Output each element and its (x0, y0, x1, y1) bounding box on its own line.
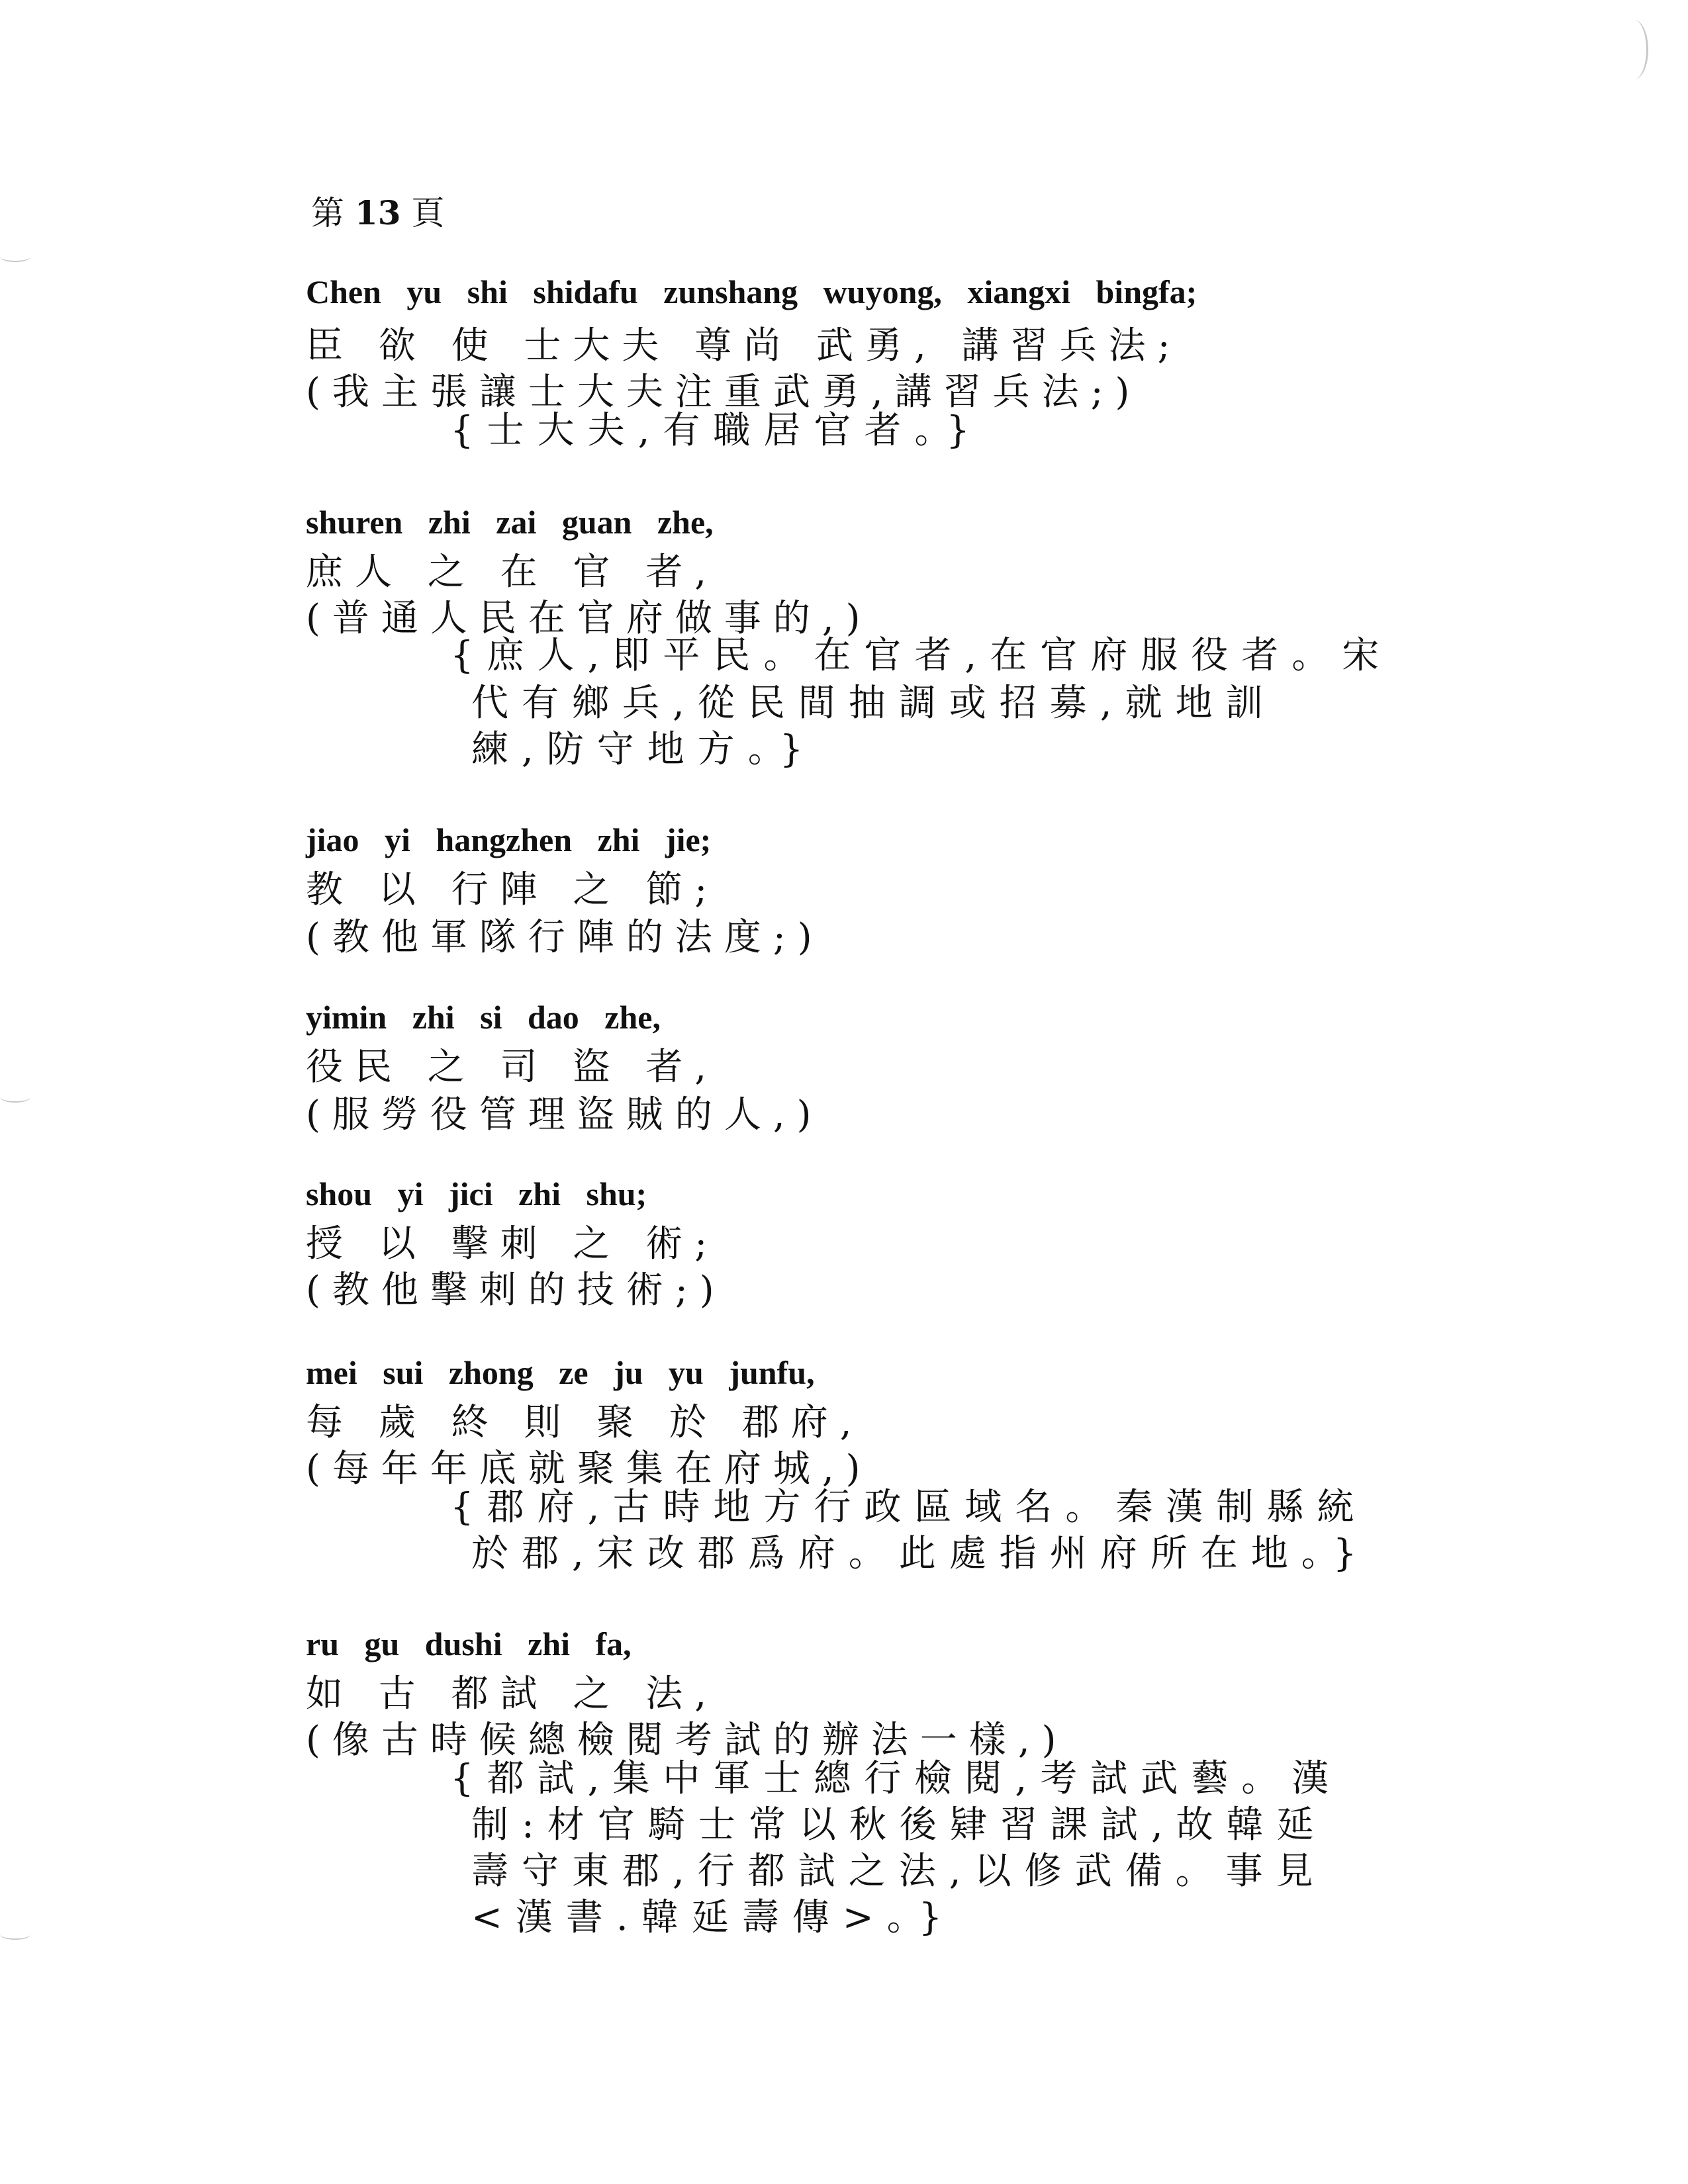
annotation-line: <漢書.韓延壽傳>。} (471, 1896, 956, 1939)
translation-line: (教他擊刺的技術;) (306, 1269, 726, 1312)
annotation-line: 代有鄉兵,從民間抽調或招募,就地訓 (471, 682, 1276, 725)
translation-line: (我主張讓士大夫注重武勇,講習兵法;) (306, 371, 1142, 414)
annotation-line: {士大夫,有職居官者。} (450, 409, 984, 452)
pinyin-line: shou yi jici zhi shu; (306, 1175, 647, 1212)
annotation-line: 練,防守地方。} (471, 728, 817, 771)
page-number: 13 (354, 193, 401, 232)
chinese-line: 教 以 行陣 之 節; (306, 868, 720, 911)
annotation-line: {都試,集中軍士總行檢閱,考試武藝。漢 (450, 1757, 1342, 1800)
translation-line: (像古時候總檢閱考試的辦法一樣,) (306, 1719, 1068, 1762)
pinyin-line: yimin zhi si dao zhe, (306, 999, 661, 1036)
annotation-line: 制:材官騎士常以秋後肄習課試,故韓延 (471, 1803, 1327, 1846)
chinese-line: 每 歲 終 則 聚 於 郡府, (306, 1401, 864, 1444)
pinyin-line: ru gu dushi zhi fa, (306, 1625, 632, 1662)
translation-line: (普通人民在官府做事的,) (306, 597, 872, 640)
annotation-line: 壽守東郡,行都試之法,以修武備。事見 (471, 1850, 1327, 1893)
chinese-line: 庶人 之 在 官 者, (306, 551, 719, 594)
pinyin-line: mei sui zhong ze ju yu junfu, (306, 1354, 815, 1391)
pinyin-line: jiao yi hangzhen zhi jie; (306, 821, 712, 858)
chinese-line: 如 古 都試 之 法, (306, 1672, 719, 1715)
annotation-line: {郡府,古時地方行政區域名。秦漢制縣統 (450, 1486, 1368, 1529)
annotation-line: 於郡,宋改郡爲府。此處指州府所在地。} (471, 1532, 1370, 1575)
chinese-line: 授 以 擊刺 之 術; (306, 1222, 720, 1265)
page-number-suffix: 頁 (411, 194, 445, 232)
page-number-header (311, 187, 444, 234)
annotation-line: {庶人,即平民。在官者,在官府服役者。宋 (450, 634, 1393, 677)
punch-hole-mark (0, 251, 30, 262)
translation-line: (教他軍隊行陣的法度;) (306, 916, 824, 959)
page-number-prefix: 第 (311, 194, 344, 232)
translation-line: (每年年底就聚集在府城,) (306, 1447, 872, 1490)
chinese-line: 臣 欲 使 士大夫 尊尚 武勇, 講習兵法; (306, 324, 1182, 367)
pinyin-line: Chen yu shi shidafu zunshang wuyong, xiangxi bingfa; (306, 273, 1197, 310)
page-edge-mark (1620, 20, 1648, 79)
pinyin-line: shuren zhi zai guan zhe, (306, 504, 714, 541)
punch-hole-mark (0, 1092, 30, 1103)
translation-line: (服勞役管理盜賊的人,) (306, 1093, 823, 1136)
punch-hole-mark (0, 1929, 30, 1940)
chinese-line: 役民 之 司 盜 者, (306, 1046, 719, 1089)
